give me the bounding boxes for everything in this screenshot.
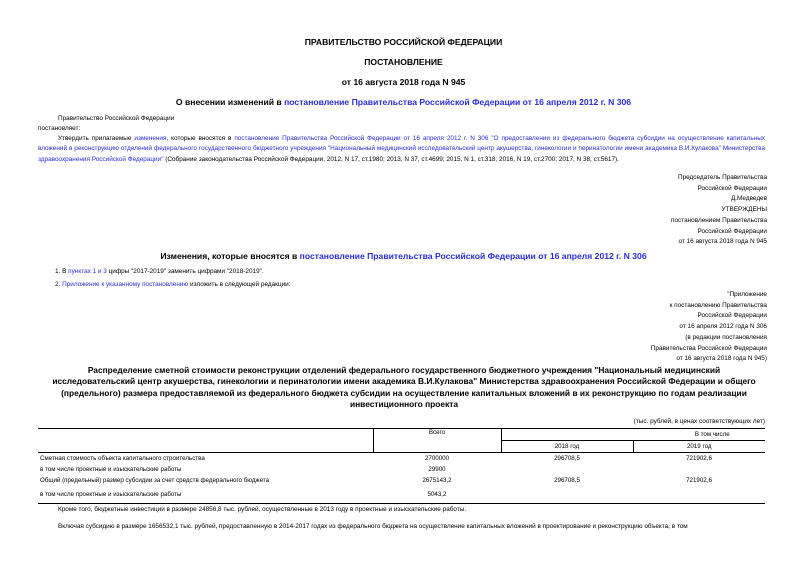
doc-title-link[interactable]: постановление Правительства Российской Федерации от 16 апреля 2012 г. N 306 [284,97,632,107]
doc-date-number: от 16 августа 2018 года N 945 [341,77,466,87]
footnote-2: Включая субсидию в размере 1656532,1 тыс. рублей, предоставленную в 2014-2017 годах из федерального бюджета на осуществление капитальных вложений в проектирование и реконструкцию объекта, в том [58,523,688,530]
appendix-ref-line: от 16 апреля 2012 года N 306 [679,323,767,331]
appendix-ref-line: "Приложение [727,291,767,298]
distribution-table [38,428,765,504]
appendix-ref-line: Правительства Российской Федерации [650,344,767,352]
appendix-reference [651,290,767,365]
col-2019-header: 2019 год [633,441,765,453]
doc-title-prefix: О внесении изменений в [175,97,285,107]
appendix-ref-line: к постановлению Правительства [669,301,767,309]
signature-block [671,173,767,248]
footnote-divider [55,503,105,504]
org-title: ПРАВИТЕЛЬСТВО РОССИЙСКОЙ ФЕДЕРАЦИИ [304,37,503,47]
signature-line: Российской Федерации [697,184,767,192]
units-note: (тыс. рублей, в ценах соответствующих лет) [633,418,765,425]
table-row: в том числе проектные и изыскательские работы 29900 [40,466,446,473]
resolution-306-title-link[interactable]: "О предоставлении из федерального бюджета субсидии на осуществление капитальных вложений в реконструкцию отделений федерального государственного бюджетного учреждения "Национальный медицинский исследовательский центр акушерства, гинекологии и перинатологии имени академика В.И.Кулакова" Министерства здравоохранения Российской Федерации" [38,135,765,163]
col-group-header: В том числе [501,429,765,441]
signature-line: от 16 августа 2018 года N 945 [678,238,767,246]
col-total-header: Всего [373,429,501,453]
table-row: Общий (предельный) размер субсидии за счет средств федерального бюджета 2675143,2 296708,5 721902,6 [40,477,712,484]
resolution-paragraph: Утвердить прилагаемые изменения, которые вносятся в постановление Правительства Российской Федерации от 16 апреля 2012 г. N 306 "О предоставлении из федерального бюджета субсидии на осуществление капитальных вложений в реконструкцию отделений федерального государственного бюджетного учреждения "Национальный медицинский исследовательский центр акушерства, гинекологии и перинатологии имени академика В.И.Кулакова" Министерства здравоохранения Российской Федерации" (Собрание законодательства Российской Федерации, 2012, N 17, ст.1980; 2013, N 37, ст.4699; 2015, N 1, ст.318; 2016, N 19, ст.2700; 2017, N 38, ст.5617). [38,135,765,163]
signature-line: УТВЕРЖДЕНЫ [721,206,767,214]
table-row: Сметная стоимость объекта капитального строительства 2700000 296708,5 721902,6 [38,453,765,465]
doc-title [0,97,807,107]
signature-line: Д.Медведев [730,195,767,203]
col-2018-header: 2018 год [501,441,633,453]
appendix-link[interactable]: Приложение к указанному постановлению [62,281,189,288]
doc-type: ПОСТАНОВЛЕНИЕ [364,57,443,67]
appendix-ref-line: (в редакции постановления [685,333,767,341]
table-row: в том числе проектные и изыскательские работы 5043,2 [38,486,765,504]
points-link[interactable]: пунктах 1 и 3 [68,268,107,275]
footnote-1: Кроме того, бюджетные инвестиции в размере 24856,8 тыс. рублей, осуществленные в 2013 году в проектные и изыскательские работы. [58,506,467,513]
changes-link[interactable]: изменения [134,135,167,142]
preamble-line1: Правительство Российской Федерации [58,115,175,122]
signature-line: Российской Федерации [697,227,767,235]
table-header-row [38,429,765,441]
distribution-title: Распределение сметной стоимости реконструкции отделений федерального государственного бюджетного учреждения "Национальный медицинский исследовательский центр акушерства, гинекологии и перинатологии имени академика В.И.Кулакова" Министерства здравоохранения Российской Федерации и общего (предельного) размера предоставляемой из федерального бюджета субсидии на осуществление капитальных вложений в их реконструкцию по годам реализации инвестиционного проекта [52,365,756,410]
appendix-ref-line: Российской Федерации [697,312,767,320]
change-item-2: 2. Приложение к указанному постановлению изложить в следующей редакции: [55,281,291,288]
signature-line: постановлением Правительства [671,216,767,224]
preamble-line2: постановляет: [38,125,81,132]
changes-title-link[interactable]: постановление Правительства Российской Федерации от 16 апреля 2012 г. N 306 [299,251,647,261]
changes-title: Изменения, которые вносятся в постановление Правительства Российской Федерации от 16 апреля 2012 г. N 306 [160,251,647,261]
resolution-306-link[interactable]: постановление Правительства Российской Федерации от 16 апреля 2012 г. N 306 [234,135,489,142]
signature-line: Председатель Правительства [678,174,767,181]
appendix-ref-line: от 16 августа 2018 года N 945) [676,355,767,363]
change-item-1: 1. В пунктах 1 и 3 цифры "2017-2019" заменить цифрами "2018-2019". [55,268,264,275]
